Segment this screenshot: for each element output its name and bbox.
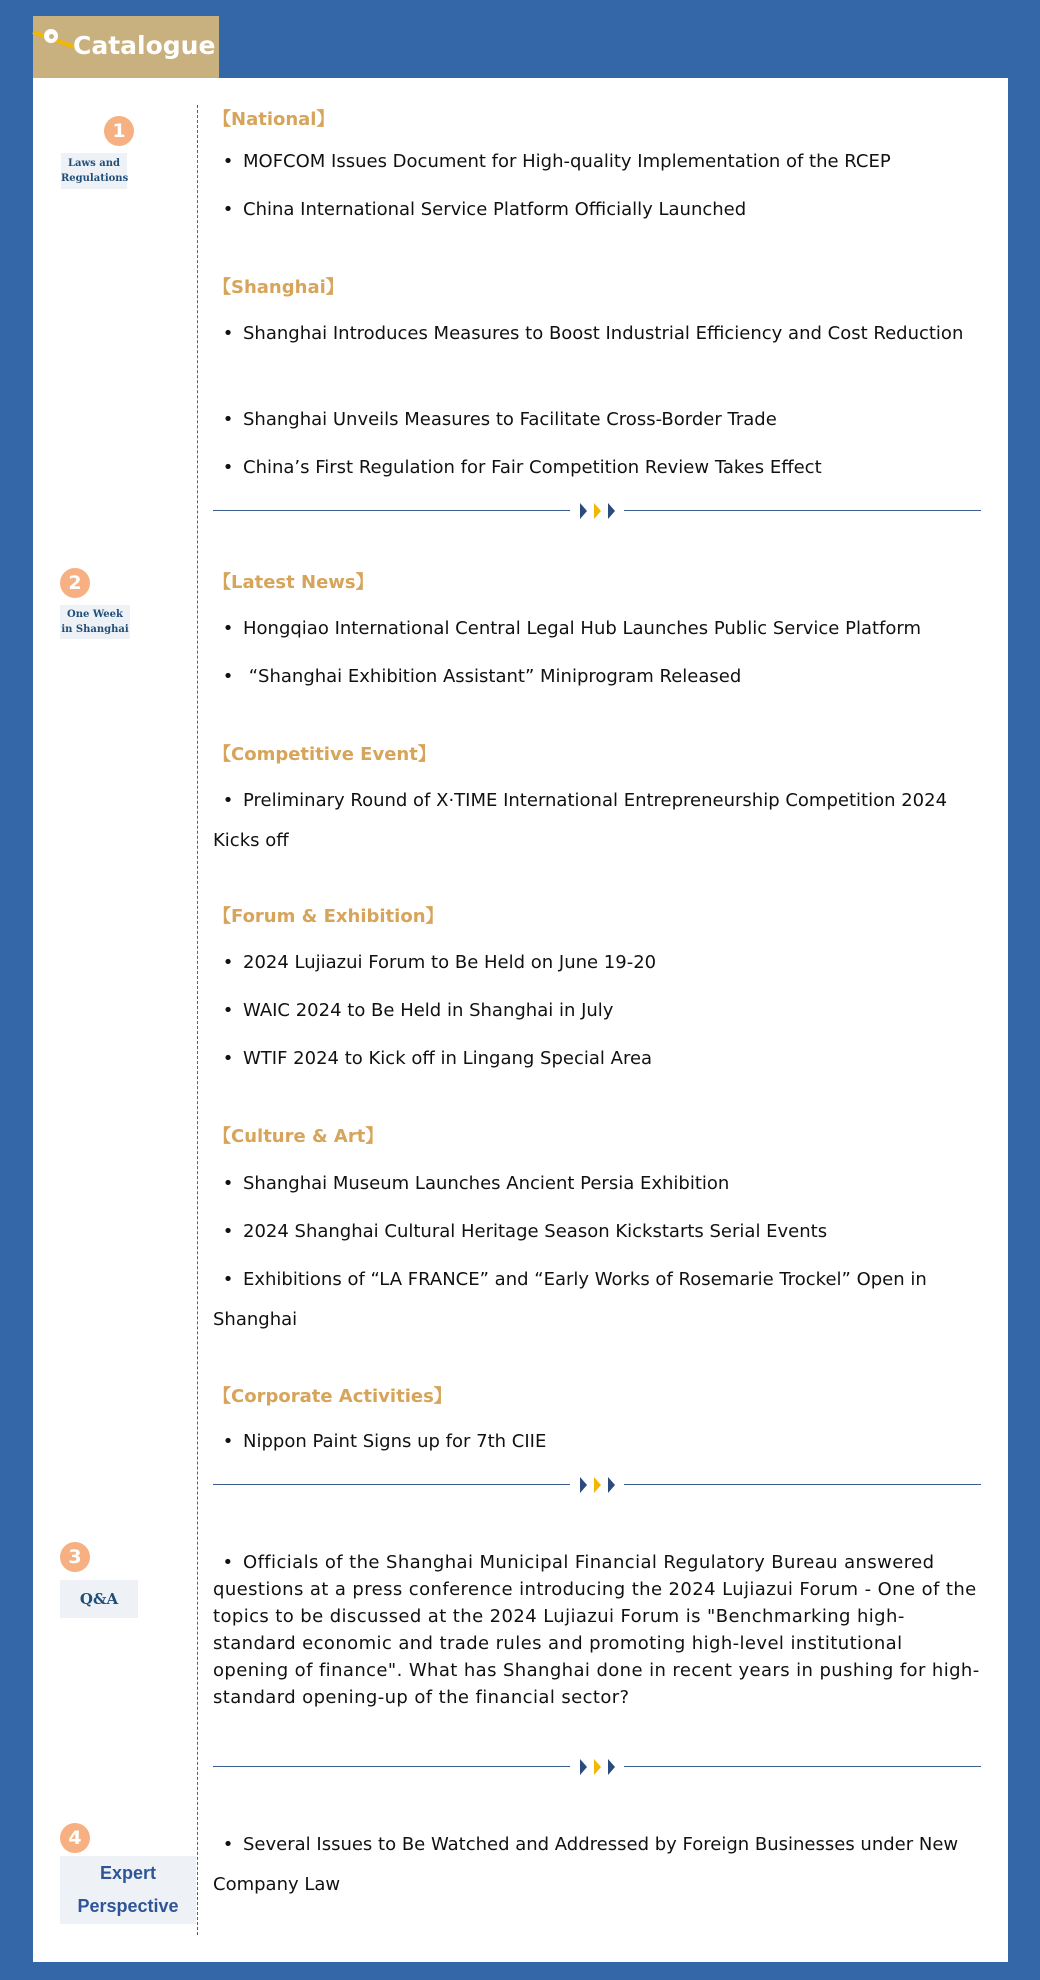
section-label-expert bbox=[60, 1856, 196, 1924]
timeline-line bbox=[197, 105, 198, 1935]
section-number-3: 3 bbox=[60, 1542, 90, 1572]
list-item[interactable]: • WAIC 2024 to Be Held in Shanghai in July bbox=[222, 1000, 614, 1021]
item-text: Shanghai Introduces Measures to Boost Industrial Efficiency and Cost Reduction bbox=[243, 323, 964, 344]
triple-arrow-icon bbox=[578, 500, 618, 522]
item-text: Shanghai Unveils Measures to Facilitate Cross-Border Trade bbox=[243, 409, 777, 430]
list-item[interactable]: • Preliminary Round of X·TIME International Entrepreneurship Competition 2024 Kicks off bbox=[213, 790, 948, 851]
item-text: MOFCOM Issues Document for High-quality Implementation of the RCEP bbox=[243, 151, 891, 172]
list-item[interactable]: • Officials of the Shanghai Municipal Financial Regulatory Bureau answered questions at a press conference introducing the 2024 Lujiazui Forum - One of the topics to be discussed at the 2024 Lujiazui Forum is "Benchmarking high-standard economic and trade rules and promoting high-level institutional opening of finance". What has Shanghai done in recent years in pushing for high-standard opening-up of the financial sector? bbox=[213, 1552, 980, 1708]
item-text: WTIF 2024 to Kick off in Lingang Special Area bbox=[243, 1048, 653, 1069]
section-label-qa bbox=[60, 1580, 138, 1618]
list-item[interactable]: • Exhibitions of “LA FRANCE” and “Early Works of Rosemarie Trockel” Open in Shanghai bbox=[213, 1269, 927, 1330]
list-item[interactable]: • Shanghai Introduces Measures to Boost Industrial Efficiency and Cost Reduction bbox=[222, 323, 964, 344]
section-label-one-week bbox=[60, 605, 130, 639]
category-title: 【Culture & Art】 bbox=[213, 1126, 384, 1147]
category-title: 【Shanghai】 bbox=[213, 277, 344, 298]
catalogue-tab bbox=[33, 16, 219, 78]
page-title: Catalogue bbox=[73, 31, 216, 60]
list-item[interactable]: • Shanghai Unveils Measures to Facilitate Cross-Border Trade bbox=[222, 409, 777, 430]
item-text: Hongqiao International Central Legal Hub Launches Public Service Platform bbox=[243, 618, 921, 639]
section-divider bbox=[213, 1756, 981, 1778]
list-item[interactable]: • Hongqiao International Central Legal Hub Launches Public Service Platform bbox=[222, 618, 921, 639]
section-label-laws bbox=[61, 153, 127, 189]
section-divider bbox=[213, 500, 981, 522]
list-item[interactable]: • WTIF 2024 to Kick off in Lingang Special Area bbox=[222, 1048, 653, 1069]
list-item[interactable]: • “Shanghai Exhibition Assistant” Miniprogram Released bbox=[222, 666, 742, 687]
category-title: 【Corporate Activities】 bbox=[213, 1386, 452, 1407]
triple-arrow-icon bbox=[578, 1474, 618, 1496]
item-text: Nippon Paint Signs up for 7th CIIE bbox=[243, 1431, 547, 1452]
category-title: 【National】 bbox=[213, 109, 335, 130]
item-text: China’s First Regulation for Fair Competition Review Takes Effect bbox=[243, 457, 822, 478]
list-item[interactable]: • Nippon Paint Signs up for 7th CIIE bbox=[222, 1431, 547, 1452]
list-item[interactable]: • China International Service Platform Officially Launched bbox=[222, 199, 747, 220]
item-text: Several Issues to Be Watched and Addressed by Foreign Businesses under New Company Law bbox=[213, 1834, 959, 1895]
list-item[interactable]: • Shanghai Museum Launches Ancient Persia Exhibition bbox=[222, 1173, 730, 1194]
item-text: China International Service Platform Officially Launched bbox=[243, 199, 747, 220]
section-label-line: Perspective bbox=[77, 1896, 179, 1916]
section-label-line: Regulations bbox=[61, 173, 129, 184]
section-divider bbox=[213, 1474, 981, 1496]
item-text: “Shanghai Exhibition Assistant” Miniprogram Released bbox=[243, 666, 742, 687]
list-item[interactable]: • MOFCOM Issues Document for High-quality Implementation of the RCEP bbox=[222, 151, 891, 172]
list-item[interactable]: • 2024 Lujiazui Forum to Be Held on June 19-20 bbox=[222, 952, 657, 973]
item-text: Preliminary Round of X·TIME International Entrepreneurship Competition 2024 Kicks off bbox=[213, 790, 948, 851]
item-text: Officials of the Shanghai Municipal Financial Regulatory Bureau answered questions at a press conference introducing the 2024 Lujiazui Forum - One of the topics to be discussed at the 2024 Lujiazui Forum is "Benchmarking high-standard economic and trade rules and promoting high-level institutional opening of finance". What has Shanghai done in recent years in pushing for high-standard opening-up of the financial sector? bbox=[213, 1552, 980, 1708]
section-label-line: Q&A bbox=[79, 1590, 119, 1608]
category-title: 【Latest News】 bbox=[213, 572, 374, 593]
section-label-line: One Week bbox=[67, 609, 123, 620]
list-item[interactable]: • Several Issues to Be Watched and Addressed by Foreign Businesses under New Company Law bbox=[213, 1834, 959, 1895]
section-number-2: 2 bbox=[60, 568, 90, 598]
section-number-1: 1 bbox=[104, 116, 134, 146]
item-text: 2024 Lujiazui Forum to Be Held on June 19-20 bbox=[243, 952, 657, 973]
section-label-line: Laws and bbox=[68, 158, 120, 169]
list-item[interactable]: • 2024 Shanghai Cultural Heritage Season Kickstarts Serial Events bbox=[222, 1221, 828, 1242]
item-text: 2024 Shanghai Cultural Heritage Season Kickstarts Serial Events bbox=[243, 1221, 828, 1242]
item-text: Shanghai Museum Launches Ancient Persia Exhibition bbox=[243, 1173, 730, 1194]
section-label-line: Expert bbox=[99, 1863, 157, 1883]
list-item[interactable]: • China’s First Regulation for Fair Competition Review Takes Effect bbox=[222, 457, 822, 478]
category-title: 【Forum & Exhibition】 bbox=[213, 906, 444, 927]
section-label-line: in Shanghai bbox=[61, 624, 129, 635]
item-text: Exhibitions of “LA FRANCE” and “Early Works of Rosemarie Trockel” Open in Shanghai bbox=[213, 1269, 927, 1330]
item-text: WAIC 2024 to Be Held in Shanghai in July bbox=[243, 1000, 614, 1021]
section-number-4: 4 bbox=[60, 1823, 90, 1853]
triple-arrow-icon bbox=[578, 1756, 618, 1778]
category-title: 【Competitive Event】 bbox=[213, 744, 436, 765]
tab-dot-icon bbox=[44, 29, 58, 43]
